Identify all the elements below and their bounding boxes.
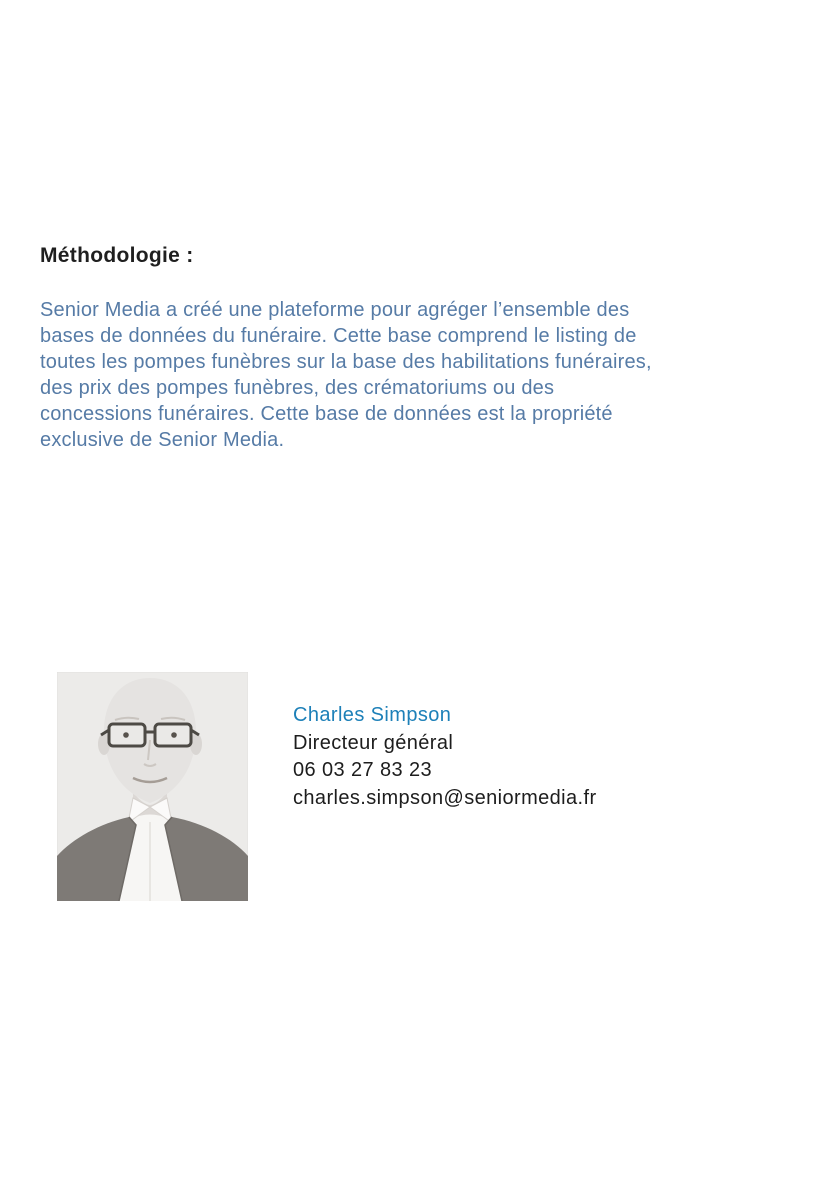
- contact-name: Charles Simpson: [293, 704, 452, 726]
- paragraph-line: des prix des pompes funèbres, des crématoriums ou des: [40, 377, 555, 399]
- contact-block: [293, 702, 597, 812]
- portrait-photo: [57, 672, 248, 901]
- portrait-illustration: [57, 672, 248, 901]
- contact-phone: 06 03 27 83 23: [293, 759, 433, 781]
- contact-email: charles.simpson@seniormedia.fr: [293, 786, 597, 809]
- paragraph-line: toutes les pompes funèbres sur la base des habilitations funéraires,: [40, 351, 652, 373]
- paragraph-line: exclusive de Senior Media.: [40, 429, 285, 451]
- section-title: Méthodologie :: [40, 244, 194, 267]
- paragraph-line: concessions funéraires. Cette base de données est la propriété: [40, 403, 613, 425]
- methodology-paragraph: [40, 297, 800, 453]
- paragraph-line: Senior Media a créé une plateforme pour agréger l’ensemble des: [40, 299, 630, 321]
- contact-title: Directeur général: [293, 731, 454, 754]
- paragraph-line: bases de données du funéraire. Cette base comprend le listing de: [40, 325, 637, 347]
